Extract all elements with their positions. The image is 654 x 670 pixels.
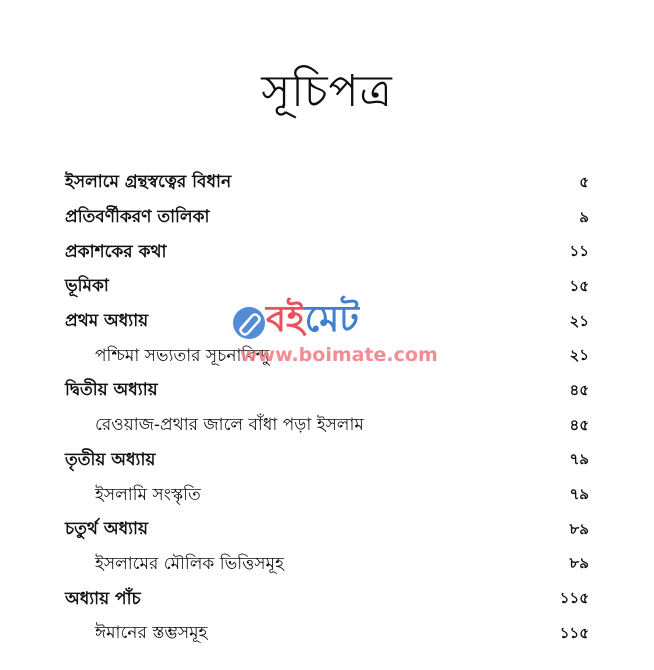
toc-entry bbox=[65, 235, 589, 270]
toc-entry bbox=[65, 444, 589, 479]
toc-entry-label: ইসলামি সংস্কৃতি bbox=[95, 484, 201, 505]
toc-entry-label: প্রতিবর্ণীকরণ তালিকা bbox=[65, 207, 210, 228]
toc-entry-page: ৮৯ bbox=[569, 519, 589, 538]
toc-entry bbox=[65, 374, 589, 409]
toc-entry-page: ২১ bbox=[569, 346, 589, 365]
toc-entry-page: ১৫ bbox=[569, 276, 589, 295]
toc-subentry bbox=[65, 617, 589, 652]
toc-entry-label: চতুর্থ অধ্যায় bbox=[65, 519, 148, 540]
toc-entry-label: পশ্চিমা সভ্যতার সূচনাবিন্দু bbox=[95, 345, 270, 366]
watermark-brand-part2: মেট bbox=[304, 299, 359, 340]
toc-entry-label: ইসলামের মৌলিক ভিত্তিসমূহ bbox=[95, 553, 284, 574]
toc-entry bbox=[65, 270, 589, 305]
toc-entry-page: ৪৫ bbox=[569, 415, 589, 434]
toc-entry-page: ৭৯ bbox=[569, 450, 589, 469]
page-title: সূচিপত্র bbox=[261, 66, 393, 117]
toc-entry-page: ২১ bbox=[569, 311, 589, 330]
watermark-url: www.boimate.com bbox=[240, 344, 438, 366]
toc-entry-label: ইসলামে গ্রন্থস্বত্বের বিধান bbox=[65, 172, 232, 193]
toc-entry bbox=[65, 201, 589, 236]
toc-entry-label: ঈমানের স্তম্ভসমূহ bbox=[95, 623, 208, 644]
toc-subentry bbox=[65, 409, 589, 444]
toc-entry-label: তৃতীয় অধ্যায় bbox=[65, 449, 156, 470]
toc-subentry bbox=[65, 339, 589, 374]
toc-entry-page: ৮৯ bbox=[569, 554, 589, 573]
toc-entry bbox=[65, 582, 589, 617]
toc-entry-page: ৯ bbox=[579, 207, 589, 226]
toc-entry-page: ১১৫ bbox=[559, 589, 589, 608]
toc-entry-label: প্রকাশকের কথা bbox=[65, 241, 167, 262]
toc-entry-page: ৭৯ bbox=[569, 485, 589, 504]
toc-subentry bbox=[65, 548, 589, 583]
toc-entry-label: প্রথম অধ্যায় bbox=[65, 311, 149, 332]
toc-entry-page: ৪৫ bbox=[569, 380, 589, 399]
toc-subentry bbox=[65, 478, 589, 513]
toc-entry-page: ১১৫ bbox=[559, 623, 589, 642]
toc-entry-label: অধ্যায় পাঁচ bbox=[65, 588, 141, 609]
toc-entry-label: ভূমিকা bbox=[65, 276, 109, 297]
toc-entry bbox=[65, 305, 589, 340]
toc-entry-label: রেওয়াজ-প্রথার জালে বাঁধা পড়া ইসলাম bbox=[95, 415, 364, 436]
toc-entry bbox=[65, 166, 589, 201]
toc-entry-label: দ্বিতীয় অধ্যায় bbox=[65, 380, 158, 401]
toc-entry-page: ১১ bbox=[569, 242, 589, 261]
watermark-brand-part1: বই bbox=[266, 299, 305, 340]
toc-entry-page: ৫ bbox=[579, 172, 589, 191]
table-of-contents bbox=[65, 166, 589, 652]
toc-entry bbox=[65, 513, 589, 548]
